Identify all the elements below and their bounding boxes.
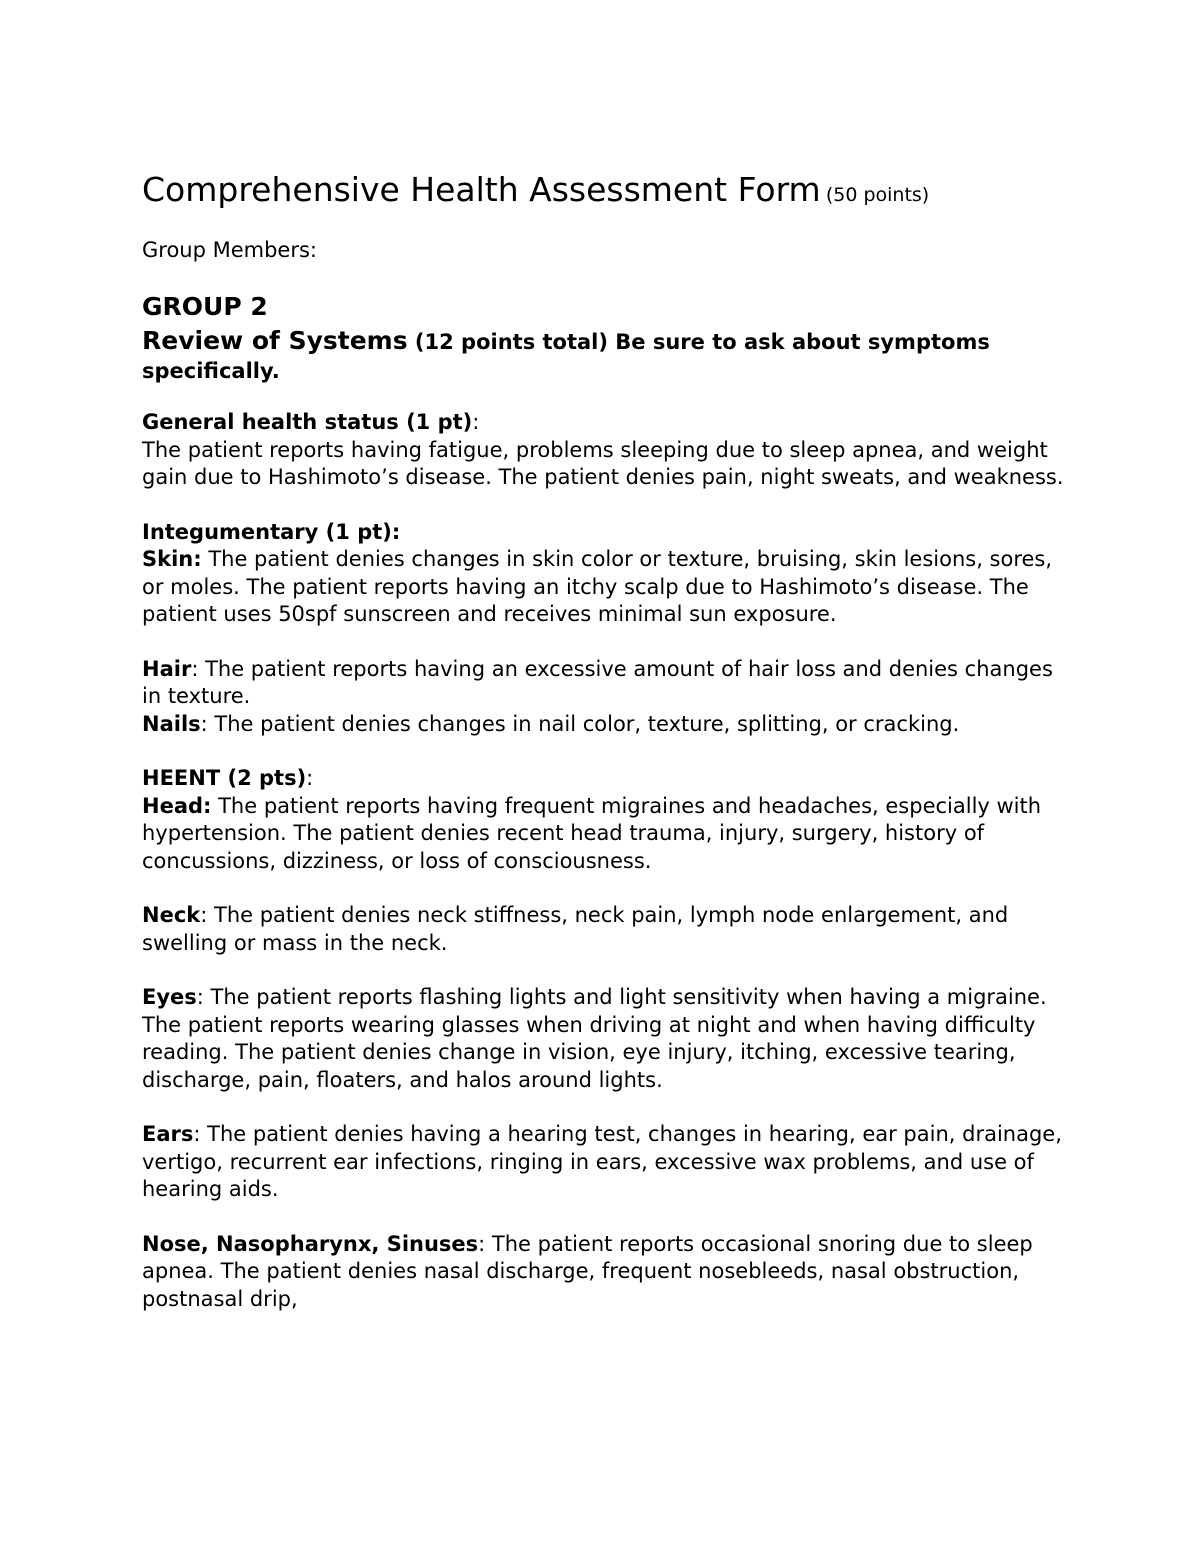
- eyes-paragraph: [142, 984, 1072, 1094]
- hair-text: : The patient reports having an excessive amount of hair loss and denies changes in texture.: [142, 656, 1053, 708]
- hair-label: Hair: [142, 656, 192, 681]
- integumentary-heading-text: Integumentary (1 pt):: [142, 519, 401, 544]
- nose-label: Nose, Nasopharynx, Sinuses: [142, 1231, 479, 1256]
- nails-paragraph: [142, 711, 1072, 739]
- form-title: [142, 170, 929, 209]
- ros-title: Review of Systems: [142, 326, 408, 355]
- nails-label: Nails: [142, 711, 201, 736]
- integumentary-heading: [142, 519, 1072, 547]
- heent-heading: HEENT (2 pts):: [142, 766, 314, 790]
- heent-heading-text: HEENT (2 pts): [142, 766, 307, 790]
- general-heading-text: General health status (1 pt): [142, 410, 473, 434]
- general-heading: General health status (1 pt):: [142, 410, 480, 434]
- hair-paragraph: [142, 656, 1072, 711]
- ears-paragraph: [142, 1121, 1072, 1204]
- ros-body: [142, 409, 1072, 1313]
- eyes-text: : The patient reports flashing lights and light sensitivity when having a migraine. The patient reports wearing glasses when driving at night and when having difficulty reading. The patient denies change in vision, eye injury, itching, excessive tearing, discharge, pain, floaters, and halos around lights.: [142, 985, 1047, 1092]
- ears-text: : The patient denies having a hearing test, changes in hearing, ear pain, drainage, vertigo, recurrent ear infections, ringing in ears, excessive wax problems, and use of hearing aids.: [142, 1122, 1062, 1201]
- head-label: Head:: [142, 793, 212, 818]
- neck-label: Neck: [142, 903, 201, 927]
- group-heading: GROUP 2: [142, 292, 268, 321]
- ros-instruction: Be sure to ask about symptoms specifically.: [142, 330, 990, 383]
- ros-heading: [142, 326, 1042, 386]
- nose-paragraph: [142, 1231, 1072, 1314]
- skin-label: Skin:: [142, 547, 202, 571]
- nose-text: : The patient reports occasional snoring due to sleep apnea. The patient denies nasal discharge, frequent nosebleeds, nasal obstruction, postnasal drip,: [142, 1231, 1033, 1311]
- group-members-label: Group Members:: [142, 238, 318, 262]
- neck-text: : The patient denies neck stiffness, neck pain, lymph node enlargement, and swelling or mass in the neck.: [142, 903, 1009, 955]
- nails-text: : The patient denies changes in nail color, texture, splitting, or cracking.: [200, 711, 960, 736]
- form-title-text: Comprehensive Health Assessment Form: [142, 170, 821, 209]
- general-text: The patient reports having fatigue, problems sleeping due to sleep apnea, and weight gain due to Hashimoto’s disease. The patient denies pain, night sweats, and weakness.: [142, 437, 1064, 489]
- head-paragraph: [142, 793, 1072, 876]
- ears-label: Ears: [142, 1122, 194, 1146]
- eyes-label: Eyes: [142, 985, 197, 1009]
- ros-points: (12 points total): [414, 330, 608, 354]
- skin-text: The patient denies changes in skin color or texture, bruising, skin lesions, sores, or moles. The patient reports having an itchy scalp due to Hashimoto’s disease. The patient uses 50spf sunscreen and receives minimal sun exposure.: [142, 547, 1053, 626]
- head-text: The patient reports having frequent migraines and headaches, especially with hypertension. The patient denies recent head trauma, injury, surgery, history of concussions, dizziness, or loss of consciousness.: [142, 793, 1042, 873]
- form-title-points: (50 points): [825, 184, 930, 206]
- neck-paragraph: [142, 902, 1072, 957]
- skin-paragraph: [142, 546, 1072, 629]
